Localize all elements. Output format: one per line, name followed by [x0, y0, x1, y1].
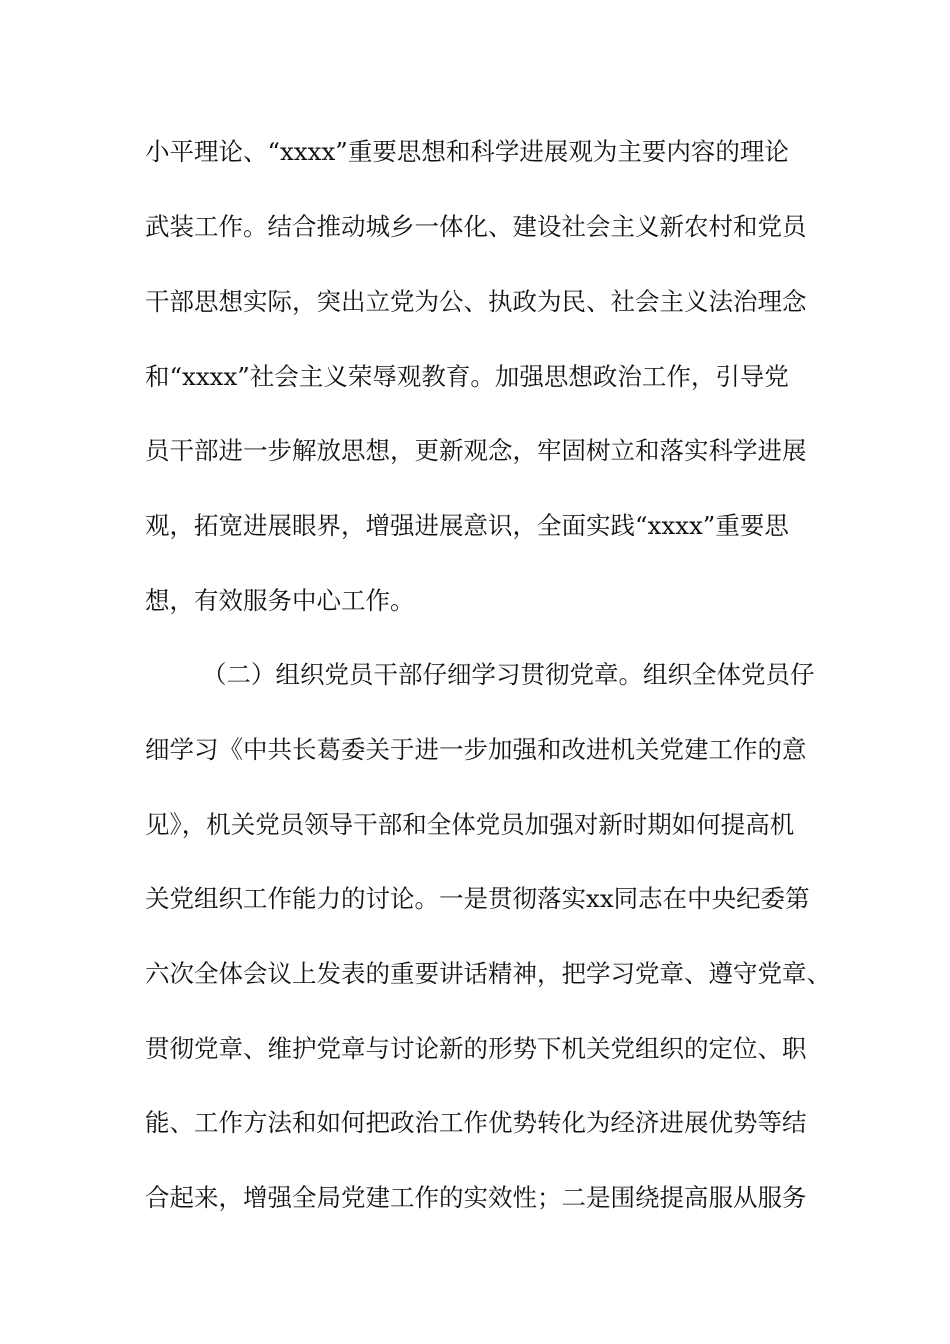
text-line: 细学习《中共长葛委关于进一步加强和改进机关党建工作的意: [145, 735, 807, 764]
text-line: 关党组织工作能力的讨论。一是贯彻落实xx同志在中央纪委第: [145, 884, 810, 913]
text-line: 武装工作。结合推动城乡一体化、建设社会主义新农村和党员: [145, 212, 807, 241]
text-line: 和“xxxx”社会主义荣辱观教育。加强思想政治工作，引导党: [145, 362, 789, 391]
paragraph-first-line: （二）组织党员干部仔细学习贯彻党章。组织全体党员仔: [202, 660, 815, 689]
text-line: 想，有效服务中心工作。: [145, 586, 415, 615]
text-line: 合起来，增强全局党建工作的实效性；二是围绕提高服从服务: [145, 1183, 807, 1212]
text-line: 见》，机关党员领导干部和全体党员加强对新时期如何提高机: [145, 810, 795, 839]
text-line: 干部思想实际，突出立党为公、执政为民、社会主义法治理念: [145, 287, 807, 316]
text-line: 六次全体会议上发表的重要讲话精神，把学习党章、遵守党章、: [145, 959, 831, 988]
text-line: 员干部进一步解放思想，更新观念，牢固树立和落实科学进展: [145, 436, 807, 465]
text-line: 观，拓宽进展眼界，增强进展意识，全面实践“xxxx”重要思: [145, 511, 789, 540]
text-line: 能、工作方法和如何把政治工作优势转化为经济进展优势等结: [145, 1108, 807, 1137]
text-line: 贯彻党章、维护党章与讨论新的形势下机关党组织的定位、职: [145, 1034, 807, 1063]
text-line: 小平理论、“xxxx”重要思想和科学进展观为主要内容的理论: [145, 137, 789, 166]
